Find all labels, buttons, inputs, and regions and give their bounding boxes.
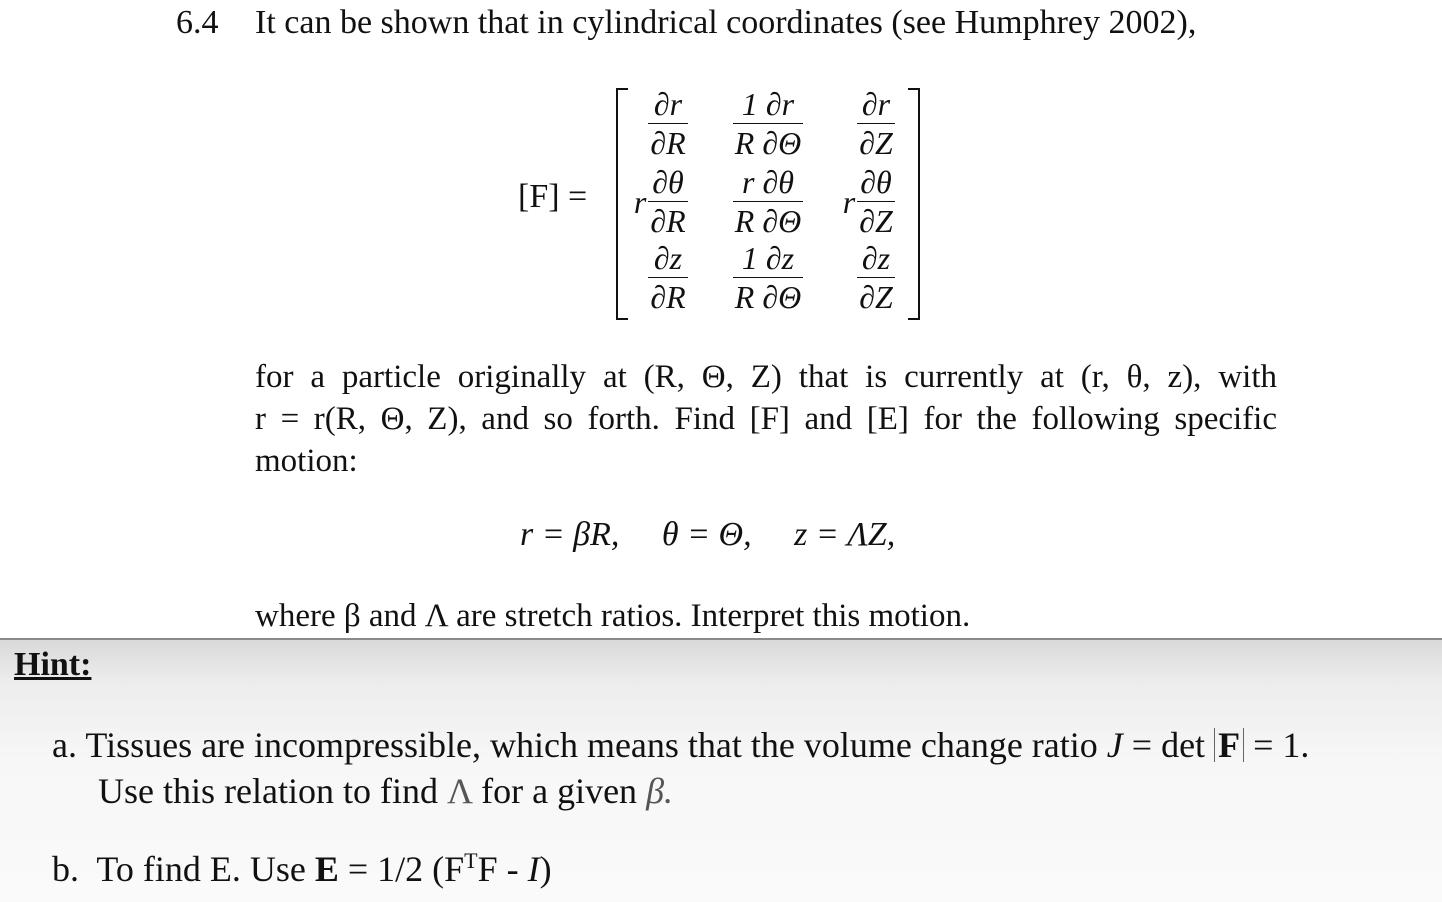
matrix-cell-denominator: ∂Z <box>859 203 893 239</box>
matrix-cell-numerator: ∂z <box>861 240 891 276</box>
paragraph-line-2: r = r(R, Θ, Z), and so forth. Find [F] and [E] for the following specific <box>255 401 1277 437</box>
matrix-cell-denominator: R ∂Θ <box>734 279 802 315</box>
hint-b-text4: ) <box>539 849 552 889</box>
matrix-cell-prefactor: r <box>842 184 856 220</box>
hint-title: Hint: <box>14 646 92 683</box>
hint-a-eq: = det <box>1131 725 1206 765</box>
matrix-cell-numerator: ∂z <box>653 240 683 276</box>
hint-item-a <box>52 722 1309 814</box>
fraction-bar <box>857 277 895 278</box>
matrix-cell-denominator: ∂Z <box>859 125 893 161</box>
matrix-cell-numerator: ∂r <box>653 86 683 122</box>
problem-intro-text: It can be shown that in cylindrical coordinates (see Humphrey 2002), <box>255 4 1197 41</box>
hint-a-line-1 <box>52 722 1309 768</box>
hint-a-rhs: = 1. <box>1253 725 1310 765</box>
matrix-cell <box>648 86 687 161</box>
matrix-cell-numerator: 1 ∂r <box>741 86 795 122</box>
hint-a-beta: β. <box>646 771 673 811</box>
fraction-bar <box>857 201 895 202</box>
fraction-bar <box>733 277 803 278</box>
where-line: where β and Λ are stretch ratios. Interpret this motion. <box>255 598 971 634</box>
matrix-left-bracket <box>616 88 628 320</box>
motion-eq-r: r = βR, <box>520 516 620 553</box>
matrix-cell-numerator: 1 ∂z <box>741 240 795 276</box>
paragraph-line-3: motion: <box>255 443 358 479</box>
fraction-bar <box>648 277 687 278</box>
fraction-bar <box>733 201 803 202</box>
matrix-cell-denominator: ∂R <box>650 125 686 161</box>
hint-b-I: I <box>527 849 540 889</box>
hint-a-det-bracket <box>1214 725 1244 765</box>
matrix-cell <box>648 240 687 315</box>
matrix-cell <box>733 164 803 239</box>
hint-b-text3: F - <box>477 849 519 889</box>
hint-a-line2-mid: for a given <box>481 771 638 811</box>
matrix-cell-denominator: R ∂Θ <box>734 125 802 161</box>
matrix-lhs: [F] = <box>518 178 588 215</box>
hint-a-label: a. <box>52 725 77 765</box>
matrix-cell-numerator: ∂r <box>861 86 891 122</box>
hint-b-text1: To find E. Use <box>96 849 306 889</box>
matrix-cell <box>733 86 803 161</box>
hint-b-sup: T <box>464 848 478 873</box>
fraction-bar <box>733 123 803 124</box>
matrix-cell-numerator: ∂θ <box>652 164 684 200</box>
problem-paragraph <box>255 356 1277 482</box>
hint-a-F: F <box>1218 725 1241 765</box>
hint-b-bold-E: E <box>314 849 339 889</box>
hint-b-text2: = 1/2 (F <box>347 849 465 889</box>
matrix-cell <box>857 164 895 239</box>
matrix-cell <box>733 240 803 315</box>
matrix-cell-denominator: ∂R <box>650 203 686 239</box>
matrix-cell-denominator: ∂Z <box>859 279 893 315</box>
fraction-bar <box>648 123 687 124</box>
matrix-right-bracket <box>908 88 920 320</box>
matrix-cell <box>857 86 895 161</box>
motion-eq-z: z = ΛZ, <box>794 516 896 553</box>
motion-eq-theta: θ = Θ, <box>661 516 752 553</box>
matrix-cell <box>648 164 687 239</box>
matrix-cell-numerator: r ∂θ <box>742 164 794 200</box>
hint-a-text: Tissues are incompressible, which means that the volume change ratio <box>85 725 1098 765</box>
matrix-cell-denominator: R ∂Θ <box>734 203 802 239</box>
matrix-cell-denominator: ∂R <box>650 279 686 315</box>
hint-a-lambda: Λ <box>446 771 473 811</box>
hint-a-line2-text: Use this relation to find <box>98 771 438 811</box>
matrix-cell-numerator: ∂θ <box>860 164 892 200</box>
motion-equations <box>520 516 895 554</box>
problem-number: 6.4 <box>176 4 219 41</box>
matrix-cell <box>857 240 895 315</box>
matrix-cell-prefactor: r <box>633 184 647 220</box>
hint-item-b <box>52 848 552 890</box>
paragraph-line-1: for a particle originally at (R, Θ, Z) that is currently at (r, θ, z), with <box>255 359 1277 395</box>
hint-a-j: J <box>1106 725 1123 765</box>
hint-a-line-2 <box>52 768 1309 814</box>
fraction-bar <box>648 201 687 202</box>
fraction-bar <box>857 123 895 124</box>
hint-b-label: b. <box>52 849 79 889</box>
